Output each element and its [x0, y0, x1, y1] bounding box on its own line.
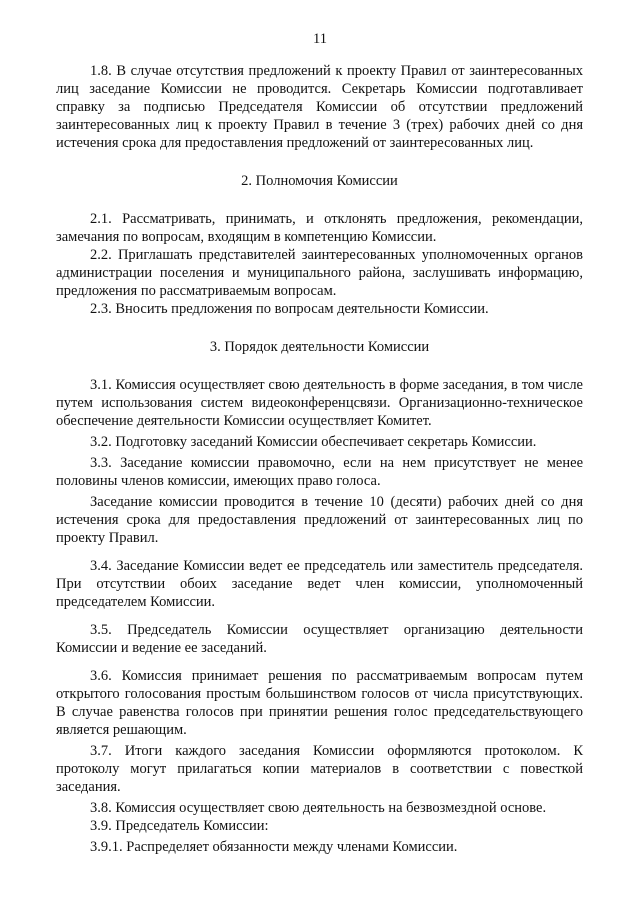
paragraph-3-3-continued: Заседание комиссии проводится в течение 10 (десяти) рабочих дней со дня истечения срока для предоставления предложений от заинтересованных лиц по проекту Правил.	[56, 494, 583, 546]
paragraph-3-6: 3.6. Комиссия принимает решения по рассматриваемым вопросам путем открытого голосования простым большинством голосов от числа присутствующих. В случае равенства голосов при принятии решения голос председательствующего является решающим.	[56, 668, 583, 738]
section-heading-3: 3. Порядок деятельности Комиссии	[209, 339, 430, 355]
paragraph-1-8: 1.8. В случае отсутствия предложений к проекту Правил от заинтересованных лиц заседание Комиссии не проводится. Секретарь Комиссии подготавливает справку за подписью Председателя Комиссии об отсутствии предложений заинтересованных лиц к проекту Правил в течение 3 (трех) рабочих дней со дня истечения срока для предоставления предложений от заинтересованных лиц.	[56, 63, 583, 151]
paragraph-3-9: 3.9. Председатель Комиссии:	[90, 818, 269, 834]
paragraph-2-3: 2.3. Вносить предложения по вопросам деятельности Комиссии.	[90, 301, 489, 317]
paragraph-3-3: 3.3. Заседание комиссии правомочно, если на нем присутствует не менее половины членов комиссии, имеющих право голоса.	[56, 455, 583, 489]
paragraph-3-1: 3.1. Комиссия осуществляет свою деятельность в форме заседания, в том числе путем использования систем видеоконференцсвязи. Организационно-техническое обеспечение деятельности Комиссии осуществляет Комитет.	[56, 377, 583, 429]
paragraph-3-2: 3.2. Подготовку заседаний Комиссии обеспечивает секретарь Комиссии.	[90, 434, 537, 450]
paragraph-3-4: 3.4. Заседание Комиссии ведет ее председатель или заместитель председателя. При отсутствии обоих заседание ведет член комиссии, уполномоченный председателем Комиссии.	[56, 558, 583, 610]
page-number: 11	[313, 31, 327, 47]
paragraph-3-7: 3.7. Итоги каждого заседания Комиссии оформляются протоколом. К протоколу могут прилагаться копии материалов в соответствии с повесткой заседания.	[56, 743, 583, 795]
paragraph-3-9-1: 3.9.1. Распределяет обязанности между членами Комиссии.	[90, 839, 458, 855]
paragraph-3-5: 3.5. Председатель Комиссии осуществляет организацию деятельности Комиссии и ведение ее заседаний.	[56, 622, 583, 656]
document-body	[56, 62, 583, 856]
paragraph-3-8: 3.8. Комиссия осуществляет свою деятельность на безвозмездной основе.	[90, 800, 547, 816]
paragraph-2-2: 2.2. Приглашать представителей заинтересованных уполномоченных органов администрации поселения и муниципального района, заслушивать информацию, предложения по рассматриваемым вопросам.	[56, 247, 583, 299]
paragraph-2-1: 2.1. Рассматривать, принимать, и отклонять предложения, рекомендации, замечания по вопросам, входящим в компетенцию Комиссии.	[56, 211, 583, 245]
section-heading-2: 2. Полномочия Комиссии	[241, 173, 398, 189]
